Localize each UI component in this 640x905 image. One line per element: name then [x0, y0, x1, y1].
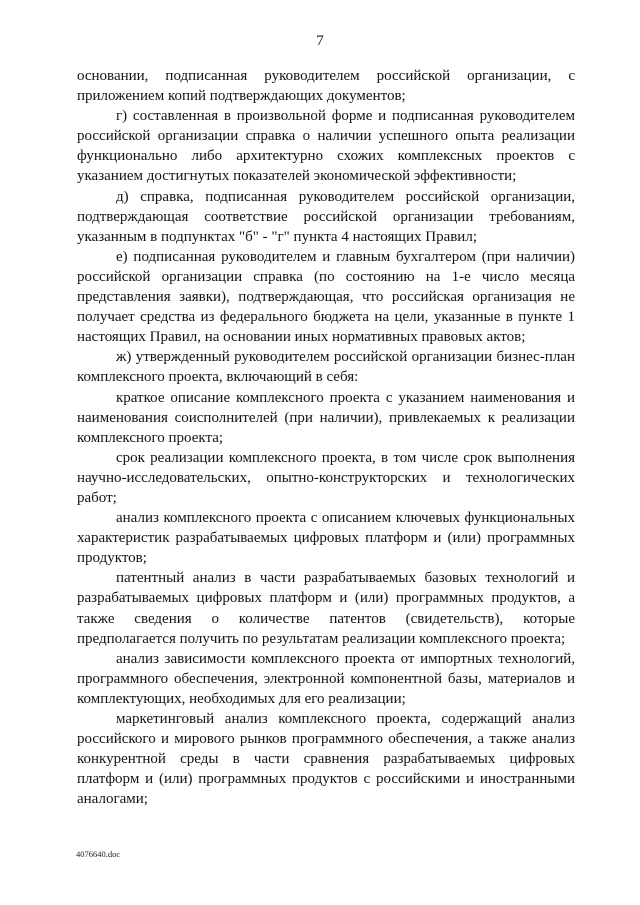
- paragraph-3: д) справка, подписанная руководителем российской организации, подтверждающая соответствие российской организации требованиям, указанным в подпунктах "б" - "г" пункта 4 настоящих Правил;: [77, 188, 575, 245]
- footer-filename: 4076640.doc: [76, 849, 121, 859]
- paragraph-1: основании, подписанная руководителем российской организации, с приложением копий подтверждающих документов;: [77, 68, 575, 105]
- paragraph-4: е) подписанная руководителем и главным бухгалтером (при наличии) российской организации справка (по состоянию на 1-е число месяца представления заявки), подтверждающая, что российская организация не получает средства из федерального бюджета на цели, указанные в пункте 1 настоящих Правил, на основании иных нормативных правовых актов;: [77, 248, 575, 346]
- paragraph-8: анализ комплексного проекта с описанием ключевых функциональных характеристик разрабатываемых цифровых платформ и (или) программных продуктов;: [77, 510, 575, 567]
- paragraph-2: г) составленная в произвольной форме и подписанная руководителем российской организации справка о наличии успешного опыта реализации функционально либо архитектурно схожих комплексных проектов с указанием достигнутых показателей экономической эффективности;: [77, 108, 575, 185]
- paragraph-6: краткое описание комплексного проекта с указанием наименования и наименования соисполнителей (при наличии), привлекаемых к реализации комплексного проекта;: [77, 389, 575, 446]
- document-body: [77, 66, 575, 809]
- paragraph-7: срок реализации комплексного проекта, в том числе срок выполнения научно-исследовательских, опытно-конструкторских и технологических работ;: [77, 449, 575, 506]
- page-number: 7: [316, 33, 324, 49]
- paragraph-11: маркетинговый анализ комплексного проекта, содержащий анализ российского и мирового рынков программного обеспечения, а также анализ конкурентной среды в части сравнения разрабатываемых цифровых платформ и (или) программных продуктов с российскими и иностранными аналогами;: [77, 711, 575, 808]
- paragraph-5: ж) утвержденный руководителем российской организации бизнес-план комплексного проекта, включающий в себя:: [77, 349, 575, 386]
- paragraph-10: анализ зависимости комплексного проекта от импортных технологий, программного обеспечения, электронной компонентной базы, материалов и комплектующих, необходимых для его реализации;: [77, 650, 575, 707]
- paragraph-9: патентный анализ в части разрабатываемых базовых технологий и разрабатываемых цифровых платформ и (или) программных продуктов, а также сведения о количестве патентов (свидетельств), которые предполагается получить по результатам реализации комплексного проекта;: [77, 570, 575, 647]
